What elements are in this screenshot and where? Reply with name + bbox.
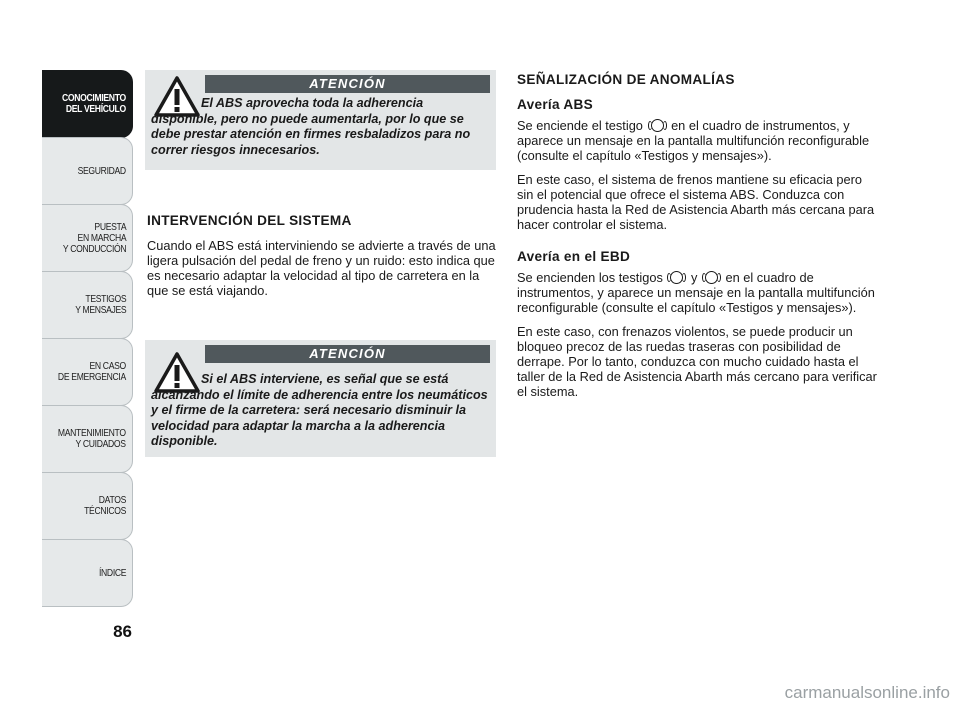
warning-text: Si el ABS interviene, es señal que se está alcanzando el límite de adherencia entre los neumáticos y el firme de la carretera: será necesario disminuir la velocidad para adaptar la marcha a la adherencia disponible. xyxy=(151,372,488,448)
tab-testigos[interactable]: TESTIGOS Y MENSAJES xyxy=(42,271,133,339)
ebd-fault-paragraph-2: En este caso, con frenazos violentos, se puede producir un bloqueo precoz de las ruedas traseras con posibilidad de derrape. Por lo tanto, conduzca con mucho cuidado hasta el taller de la Red de Asistencia Abarth más cercano para verificar el sistema. xyxy=(517,324,877,399)
section-title: SEÑALIZACIÓN DE ANOMALÍAS xyxy=(517,72,735,87)
tab-emergencia[interactable]: EN CASO DE EMERGENCIA xyxy=(42,338,133,406)
tab-mantenimiento[interactable]: MANTENIMIENTO Y CUIDADOS xyxy=(42,405,133,473)
tab-conocimiento[interactable]: CONOCIMIENTO DEL VEHÍCULO xyxy=(42,70,133,138)
system-intervention-section xyxy=(147,213,497,307)
chapter-sidebar xyxy=(42,70,134,606)
brake-warning-light-icon xyxy=(705,271,718,284)
tab-puesta-en-marcha[interactable]: PUESTA EN MARCHA Y CONDUCCIÓN xyxy=(42,204,133,272)
section-title: INTERVENCIÓN DEL SISTEMA xyxy=(147,213,352,228)
abs-warning-light-icon xyxy=(670,271,683,284)
abs-fault-paragraph-2: En este caso, el sistema de frenos mantiene su eficacia pero sin el potencial que ofrece el sistema ABS. Conduzca con prudencia hasta la Red de Asistencia Abarth más cercana para hacer controlar el sistema. xyxy=(517,172,875,232)
section-paragraph: Cuando el ABS está interviniendo se advierte a través de una ligera pulsación del pedal de freno y un ruido: esto indica que es necesario adaptar la velocidad al tipo de carretera en la que se está viajando. xyxy=(147,238,496,298)
warning-box-1 xyxy=(145,70,496,170)
tab-seguridad[interactable]: SEGURIDAD xyxy=(42,137,133,205)
watermark: carmanualsonline.info xyxy=(784,683,950,702)
abs-warning-light-icon xyxy=(651,119,664,132)
page-number: 86 xyxy=(113,622,132,641)
abs-fault-paragraph-1: Se enciende el testigo en el cuadro de instrumentos, y aparece un mensaje en la pantalla multifunción reconfigurable (consulte el capítulo «Testigos y mensajes»). xyxy=(517,118,870,163)
warning-text: El ABS aprovecha toda la adherencia disponible, pero no puede aumentarla, por lo que se debe prestar atención en firmes resbaladizos para no correr riesgos innecesarios. xyxy=(151,96,471,157)
ebd-fault-title: Avería en el EBD xyxy=(517,249,631,264)
fault-signaling-section xyxy=(517,72,877,408)
tab-datos-tecnicos[interactable]: DATOS TÉCNICOS xyxy=(42,472,133,540)
ebd-fault-paragraph-1: Se encienden los testigos y en el cuadro de instrumentos, y aparece un mensaje en la pantalla multifunción reconfigurable (consulte el capítulo «Testigos y mensajes»). xyxy=(517,270,875,315)
abs-fault-title: Avería ABS xyxy=(517,97,594,112)
warning-header: ATENCIÓN xyxy=(205,345,490,363)
warning-box-2 xyxy=(145,340,496,457)
tab-indice[interactable]: ÍNDICE xyxy=(42,539,133,607)
warning-header: ATENCIÓN xyxy=(205,75,490,93)
